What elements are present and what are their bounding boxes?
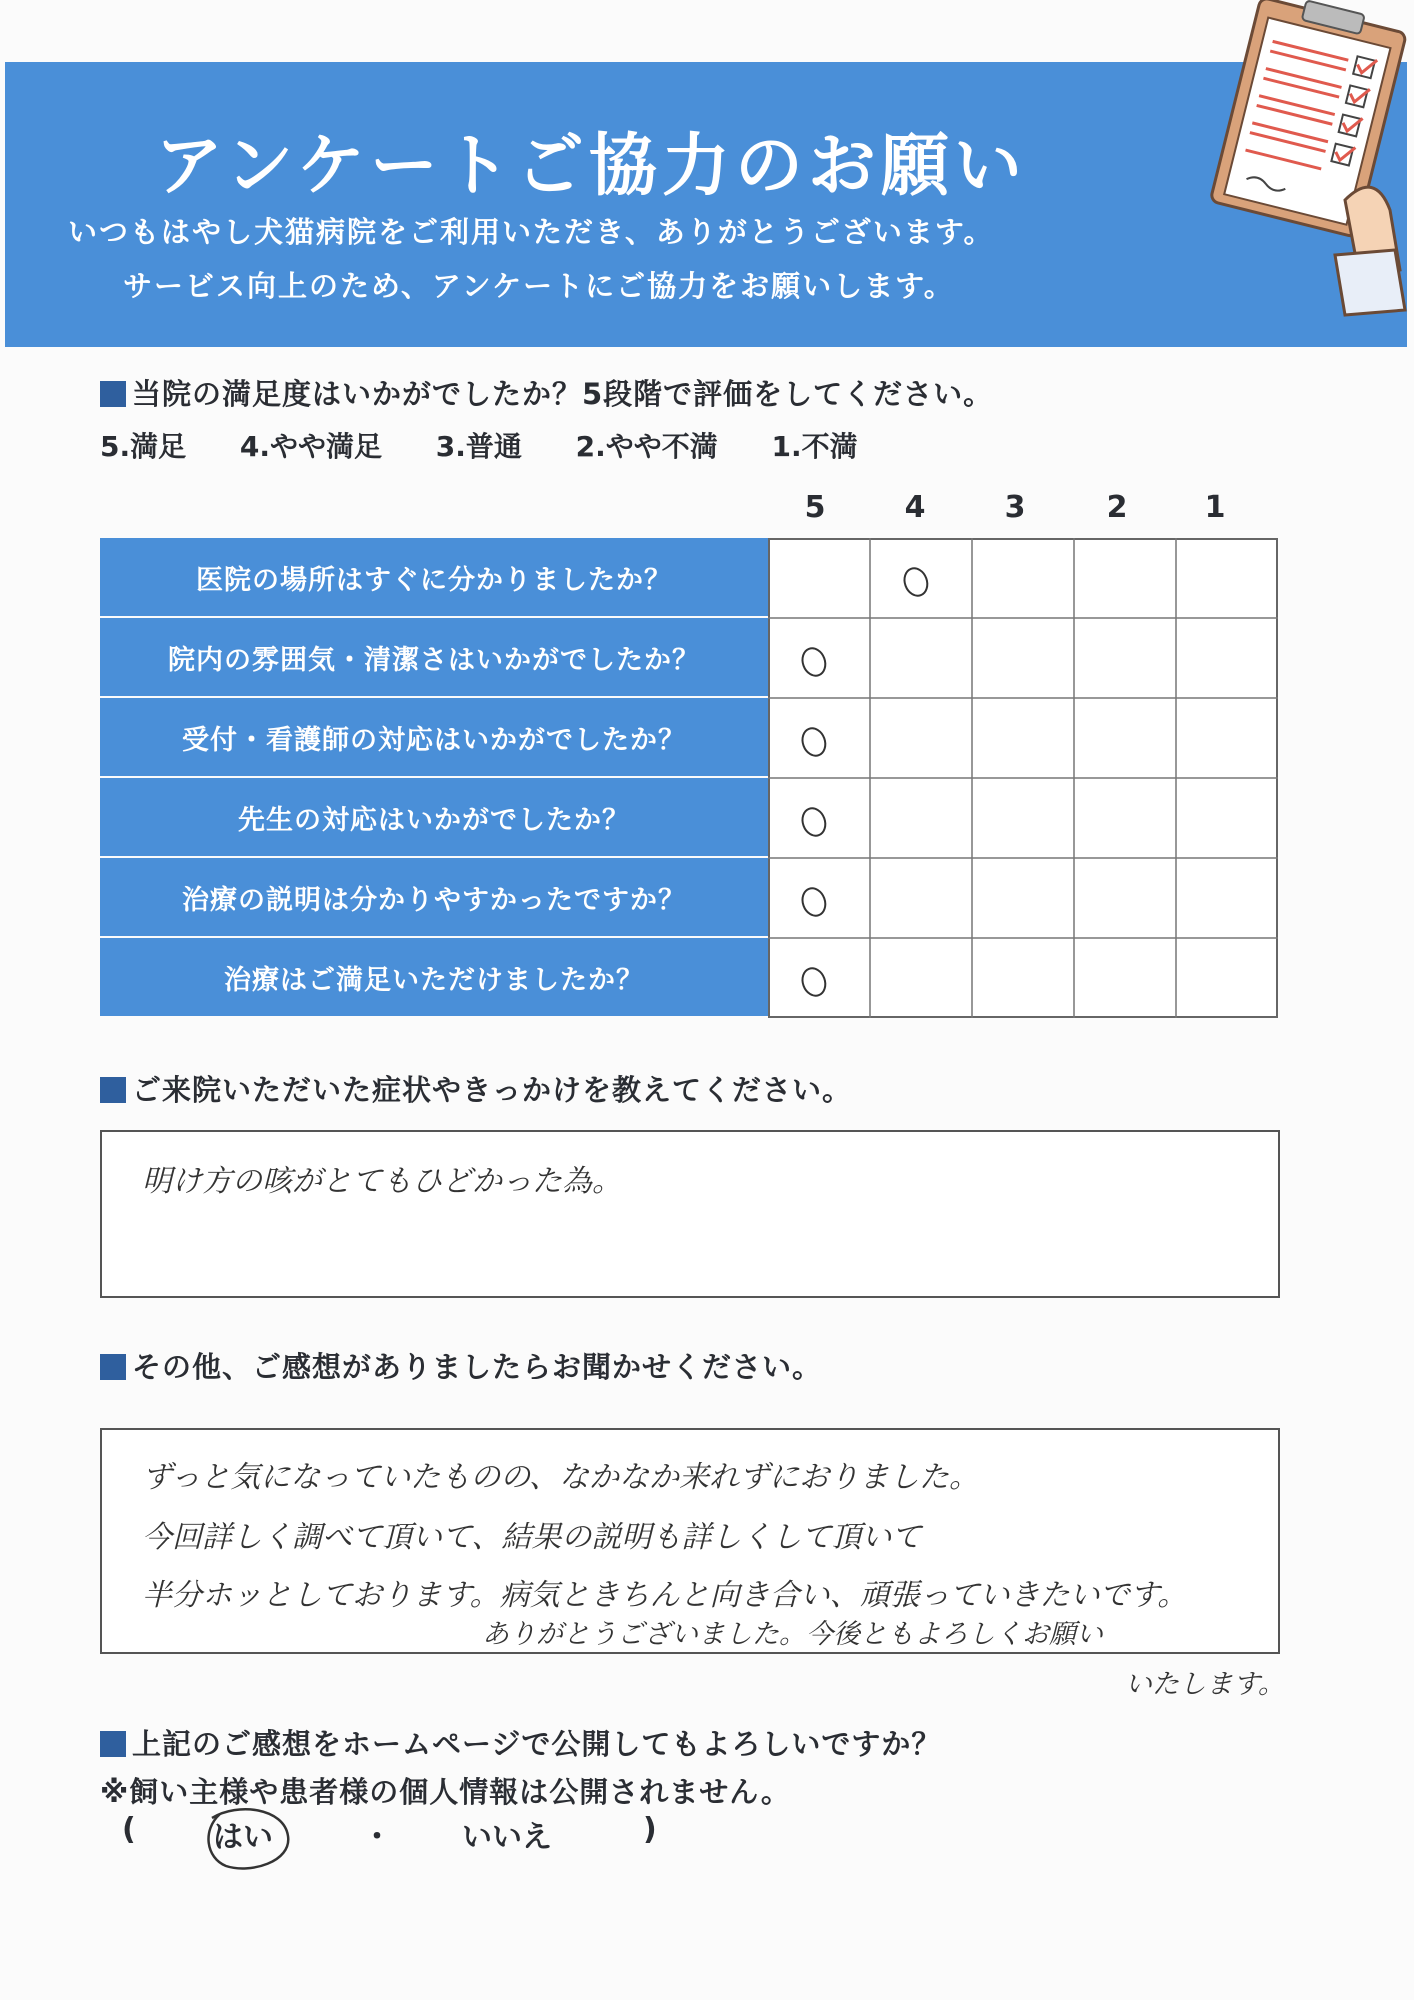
scale-1: 1.不満: [771, 430, 858, 463]
satisfaction-heading: [100, 372, 993, 413]
publish-heading-text: 上記のご感想をホームページで公開してもよろしいですか？: [132, 1727, 942, 1761]
heading-square-icon: [100, 1731, 126, 1757]
heading-square-icon: [100, 1077, 126, 1103]
column-header-3: 3: [1004, 490, 1026, 525]
column-header-1: 1: [1204, 490, 1226, 525]
option-yes[interactable]: はい: [213, 1820, 273, 1855]
clipboard-icon: [1185, 0, 1410, 330]
heading-square-icon: [100, 1354, 126, 1380]
rating-grid: [768, 538, 1280, 1020]
question-explanation: 治療の説明は分かりやすかったですか？: [100, 858, 768, 936]
comment-line-2: 今回詳しく調べて頂いて、結果の説明も詳しくして頂いて: [142, 1520, 922, 1555]
question-atmosphere: 院内の雰囲気・清潔さはいかがでしたか？: [100, 618, 768, 696]
column-header-5: 5: [804, 490, 826, 525]
page-title: アンケートご協力のお願い: [155, 127, 1027, 206]
column-header-2: 2: [1106, 490, 1128, 525]
publish-note: ※飼い主様や患者様の個人情報は公開されません。: [100, 1775, 791, 1809]
comment-line-4: ありがとうございました。今後ともよろしくお願い: [482, 1619, 1103, 1650]
publish-heading: [100, 1722, 941, 1763]
open-paren: (: [122, 1812, 136, 1847]
scale-5: 5.満足: [100, 430, 187, 463]
comment-line-5: いたします。: [1125, 1669, 1285, 1700]
scale-legend: [100, 425, 902, 465]
symptoms-answer-box[interactable]: [100, 1130, 1280, 1298]
question-treatment: 治療はご満足いただけましたか？: [100, 938, 768, 1016]
heading-square-icon: [100, 381, 126, 407]
question-reception: 受付・看護師の対応はいかがでしたか？: [100, 698, 768, 776]
close-paren: ): [643, 1812, 657, 1847]
comments-heading-text: その他、ご感想がありましたらお聞かせください。: [132, 1350, 823, 1384]
column-header-4: 4: [904, 490, 926, 525]
scale-2: 2.やや不満: [575, 430, 718, 463]
comment-line-3: 半分ホッとしております。病気ときちんと向き合い、頑張っていきたいです。: [142, 1578, 1188, 1613]
satisfaction-heading-text: 当院の満足度はいかがでしたか？5段階で評価をしてください。: [132, 377, 994, 411]
question-location: 医院の場所はすぐに分かりましたか？: [100, 538, 768, 616]
scale-3: 3.普通: [435, 430, 522, 463]
symptoms-answer: 明け方の咳がとてもひどかった為。: [142, 1164, 622, 1199]
question-doctor: 先生の対応はいかがでしたか？: [100, 778, 768, 856]
option-no[interactable]: いいえ: [462, 1820, 552, 1855]
comments-heading: [100, 1345, 822, 1386]
option-separator: ・: [362, 1820, 392, 1855]
comments-answer-box[interactable]: [100, 1428, 1280, 1654]
symptoms-heading-text: ご来院いただいた症状やきっかけを教えてください。: [132, 1073, 853, 1107]
rating-table: [100, 538, 1278, 1020]
yes-selected-circle-icon: [198, 1800, 296, 1878]
symptoms-heading: [100, 1068, 852, 1109]
comment-line-1: ずっと気になっていたものの、なかなか来れずにおりました。: [142, 1460, 979, 1495]
scale-4: 4.やや満足: [239, 430, 382, 463]
header-greeting: いつもはやし犬猫病院をご利用いただき、ありがとうございます。: [68, 215, 995, 249]
header-request: サービス向上のため、アンケートにご協力をお願いします。: [123, 269, 955, 303]
